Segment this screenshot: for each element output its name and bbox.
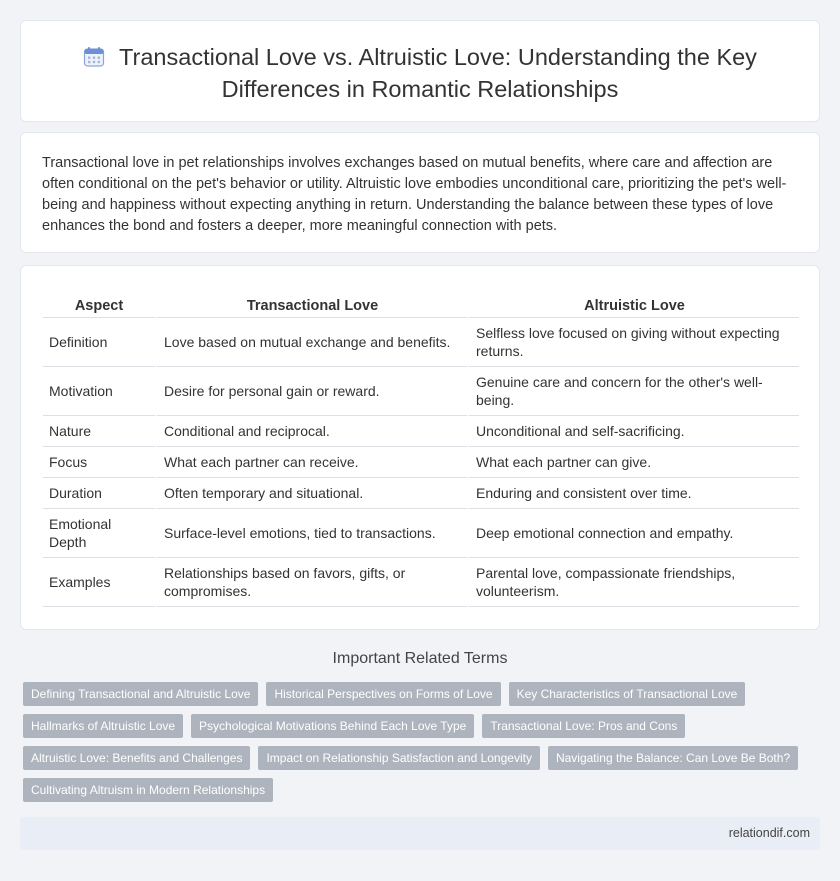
related-term-link[interactable]: Cultivating Altruism in Modern Relationships xyxy=(23,778,273,802)
table-row xyxy=(43,478,799,509)
table-row xyxy=(43,367,799,416)
cell-altruistic: Unconditional and self-sacrificing. xyxy=(467,416,799,447)
calendar-icon xyxy=(83,46,105,75)
cell-transactional: Often temporary and situational. xyxy=(155,478,467,509)
related-term-link[interactable]: Key Characteristics of Transactional Love xyxy=(509,682,746,706)
intro-card xyxy=(20,132,820,253)
cell-transactional: What each partner can receive. xyxy=(155,447,467,478)
cell-altruistic: Genuine care and concern for the other's well-being. xyxy=(467,367,799,416)
cell-altruistic: Parental love, compassionate friendships, volunteerism. xyxy=(467,558,799,607)
related-term-link[interactable]: Defining Transactional and Altruistic Love xyxy=(23,682,258,706)
related-term-link[interactable]: Navigating the Balance: Can Love Be Both? xyxy=(548,746,798,770)
header-transactional: Transactional Love xyxy=(155,294,467,318)
related-term-link[interactable]: Hallmarks of Altruistic Love xyxy=(23,714,183,738)
comparison-table xyxy=(43,294,799,607)
page-title xyxy=(21,43,819,104)
cell-aspect: Duration xyxy=(43,478,155,509)
title-card xyxy=(20,20,820,122)
table-row xyxy=(43,416,799,447)
cell-transactional: Desire for personal gain or reward. xyxy=(155,367,467,416)
related-term-link[interactable]: Historical Perspectives on Forms of Love xyxy=(266,682,500,706)
related-term-link[interactable]: Impact on Relationship Satisfaction and Longevity xyxy=(258,746,540,770)
table-header-row xyxy=(43,294,799,318)
cell-aspect: Nature xyxy=(43,416,155,447)
cell-altruistic: What each partner can give. xyxy=(467,447,799,478)
table-row xyxy=(43,558,799,607)
related-term-link[interactable]: Psychological Motivations Behind Each Love Type xyxy=(191,714,474,738)
intro-paragraph: Transactional love in pet relationships involves exchanges based on mutual benefits, where care and affection are often conditional on the pet's behavior or utility. Altruistic love embodies unconditional care, prioritizing the pet's well-being and happiness without expecting anything in return. Understanding the balance between these types of love enhances the bond and fosters a deeper, more meaningful connection with pets. xyxy=(42,155,787,234)
cell-aspect: Definition xyxy=(43,318,155,367)
related-terms-list xyxy=(23,682,813,802)
cell-transactional: Love based on mutual exchange and benefits. xyxy=(155,318,467,367)
footer xyxy=(20,817,820,850)
footer-site-name[interactable]: relationdif.com xyxy=(728,826,810,840)
header-aspect: Aspect xyxy=(43,294,155,318)
table-row xyxy=(43,447,799,478)
related-terms-heading: Important Related Terms xyxy=(332,650,508,667)
cell-altruistic: Selfless love focused on giving without expecting returns. xyxy=(467,318,799,367)
header-altruistic: Altruistic Love xyxy=(467,294,799,318)
comparison-card xyxy=(20,265,820,630)
cell-aspect: Focus xyxy=(43,447,155,478)
cell-aspect: Motivation xyxy=(43,367,155,416)
title-line-1: Transactional Love vs. Altruistic Love: Understanding the Key xyxy=(119,44,757,70)
table-row xyxy=(43,509,799,558)
related-term-link[interactable]: Transactional Love: Pros and Cons xyxy=(482,714,685,738)
cell-aspect: Emotional Depth xyxy=(43,509,155,558)
related-term-link[interactable]: Altruistic Love: Benefits and Challenges xyxy=(23,746,250,770)
table-row xyxy=(43,318,799,367)
title-line-2: Differences in Romantic Relationships xyxy=(221,76,619,102)
cell-altruistic: Enduring and consistent over time. xyxy=(467,478,799,509)
cell-altruistic: Deep emotional connection and empathy. xyxy=(467,509,799,558)
cell-transactional: Relationships based on favors, gifts, or compromises. xyxy=(155,558,467,607)
cell-transactional: Conditional and reciprocal. xyxy=(155,416,467,447)
cell-aspect: Examples xyxy=(43,558,155,607)
cell-transactional: Surface-level emotions, tied to transactions. xyxy=(155,509,467,558)
